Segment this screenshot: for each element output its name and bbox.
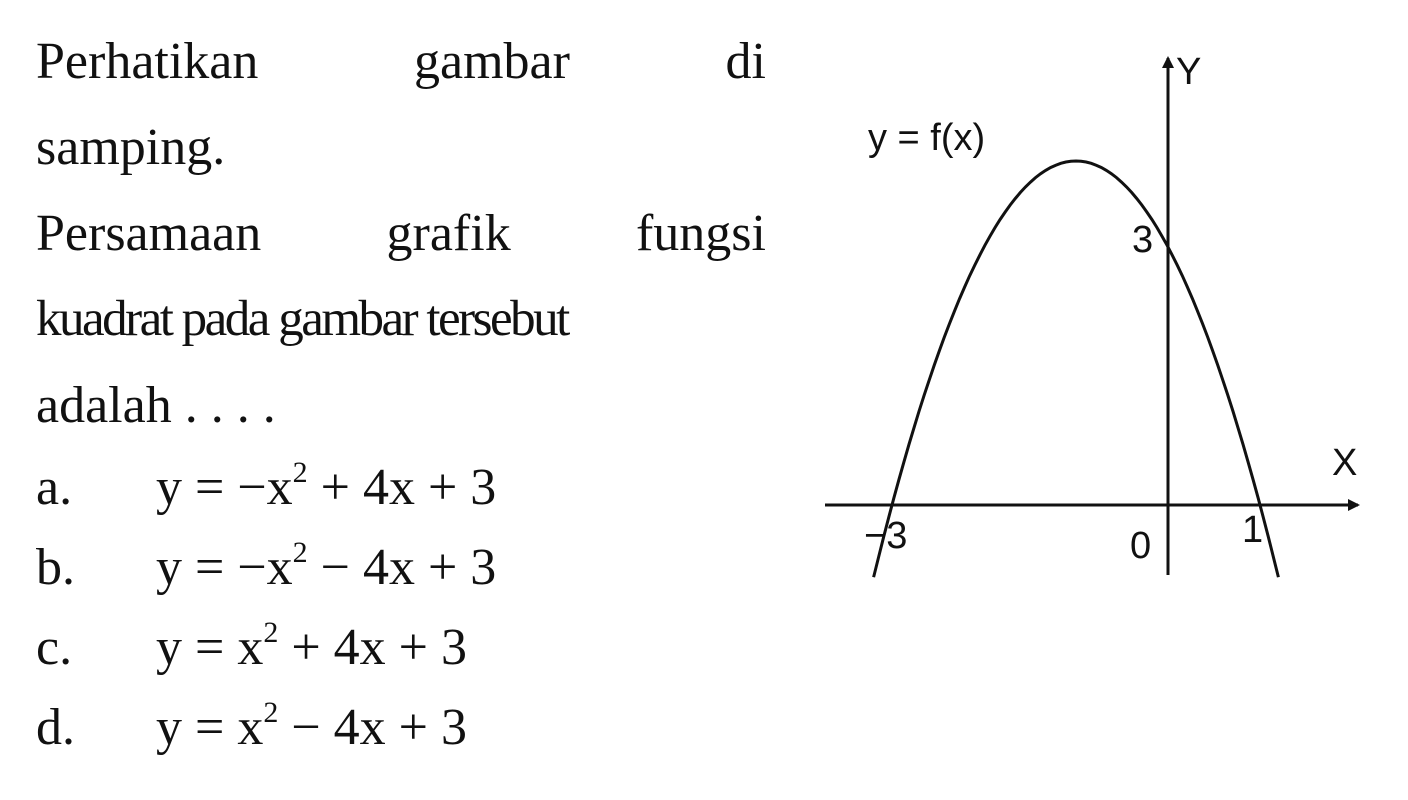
expr-rhs: − 4x + 3 xyxy=(307,539,497,596)
x-axis-label: X xyxy=(1332,442,1358,484)
function-label: y = f(x) xyxy=(868,117,986,159)
answer-options xyxy=(36,458,496,778)
question-word: grafik xyxy=(386,205,511,262)
x-tick-label-0: 0 xyxy=(1130,525,1152,567)
question-word: Perhatikan xyxy=(36,33,259,90)
expr-exponent: 2 xyxy=(292,456,308,489)
expr-lhs: y = −x xyxy=(156,459,293,516)
question-line-4: kuadrat pada gambar tersebut xyxy=(36,291,568,347)
option-b[interactable] xyxy=(36,538,496,618)
expr-lhs: y = x xyxy=(156,699,264,756)
parabola-graph xyxy=(780,30,1400,610)
option-letter: d. xyxy=(36,699,75,756)
question-word: Persamaan xyxy=(36,205,262,262)
question-word: di xyxy=(725,33,766,90)
question-word: fungsi xyxy=(635,205,766,262)
expr-lhs: y = −x xyxy=(156,539,293,596)
expr-rhs: − 4x + 3 xyxy=(278,699,467,756)
question-word: gambar xyxy=(413,33,570,90)
option-letter: c. xyxy=(36,619,73,676)
expr-exponent: 2 xyxy=(292,536,308,569)
option-expression xyxy=(156,698,467,757)
expr-rhs: + 4x + 3 xyxy=(278,619,467,676)
x-tick-label-1: 1 xyxy=(1242,509,1264,551)
y-tick-label-3: 3 xyxy=(1132,219,1154,261)
option-expression xyxy=(156,618,467,677)
option-letter: b. xyxy=(36,539,75,596)
x-tick-label-neg3: −3 xyxy=(864,515,908,557)
option-expression xyxy=(156,458,496,517)
option-expression xyxy=(156,538,496,597)
option-d[interactable] xyxy=(36,698,496,778)
question-line-1 xyxy=(36,33,766,122)
parabola-curve xyxy=(874,161,1279,577)
option-c[interactable] xyxy=(36,618,496,698)
question-line-2: samping. xyxy=(36,119,226,176)
y-axis-label: Y xyxy=(1176,51,1202,93)
expr-rhs: + 4x + 3 xyxy=(307,459,497,516)
expr-lhs: y = x xyxy=(156,619,264,676)
option-a[interactable] xyxy=(36,458,496,538)
expr-exponent: 2 xyxy=(263,616,279,649)
option-letter: a. xyxy=(36,459,73,516)
question-line-3 xyxy=(36,205,766,294)
question-line-5: adalah . . . . xyxy=(36,377,276,434)
expr-exponent: 2 xyxy=(263,696,279,729)
question-text xyxy=(36,33,766,466)
